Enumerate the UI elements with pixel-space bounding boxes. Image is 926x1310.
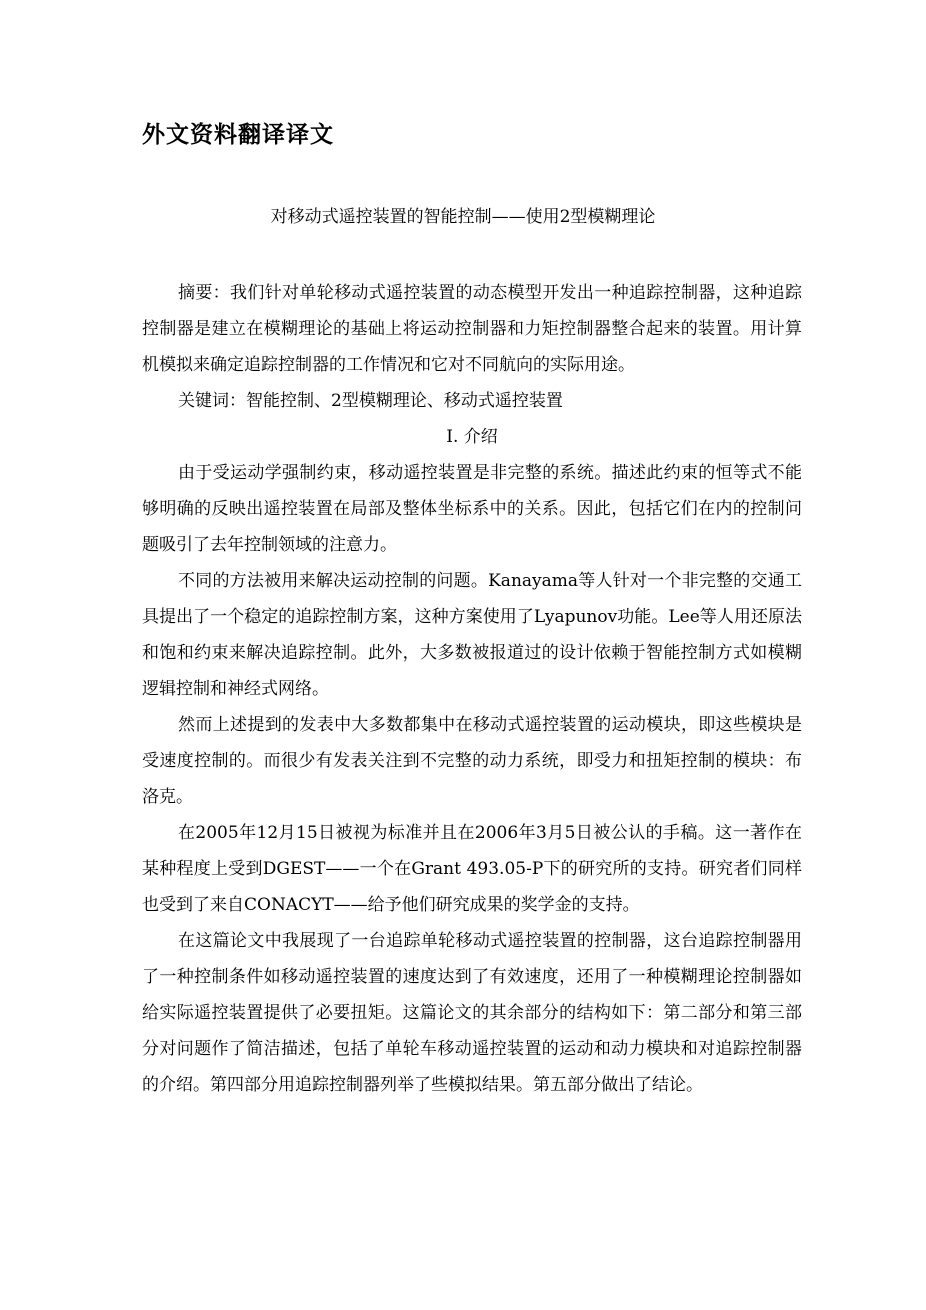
abstract-paragraph: 摘要：我们针对单轮移动式遥控装置的动态模型开发出一种追踪控制器，这种追踪控制器是建立在模糊理论的基础上将运动控制器和力矩控制器整合起来的装置。用计算机模拟来确定追踪控制器的工作情况和它对不同航向的实际用途。	[142, 283, 802, 375]
body-paragraph: 不同的方法被用来解决运动控制的问题。Kanayama等人针对一个非完整的交通工具提出了一个稳定的追踪控制方案，这种方案使用了Lyapunov功能。Lee等人用还原法和饱和约束来解决追踪控制。此外，大多数被报道过的设计依赖于智能控制方式如模糊逻辑控制和神经式网络。	[142, 571, 802, 699]
keywords-line: 关键词：智能控制、2型模糊理论、移动式遥控装置	[178, 391, 563, 411]
body-paragraph: 在2005年12月15日被视为标准并且在2006年3月5日被公认的手稿。这一著作在某种程度上受到DGEST——一个在Grant 493.05-P下的研究所的支持。研究者们同样也受到了来自CONACYT——给予他们研究成果的奖学金的支持。	[142, 823, 802, 915]
body-paragraph: 由于受运动学强制约束，移动遥控装置是非完整的系统。描述此约束的恒等式不能够明确的反映出遥控装置在局部及整体坐标系中的关系。因此，包括它们在内的控制问题吸引了去年控制领域的注意力。	[142, 463, 802, 555]
document-heading: 外文资料翻译译文	[142, 122, 334, 148]
body-paragraph: 然而上述提到的发表中大多数都集中在移动式遥控装置的运动模块，即这些模块是受速度控制的。而很少有发表关注到不完整的动力系统，即受力和扭矩控制的模块：布洛克。	[142, 715, 802, 807]
body-paragraph: 在这篇论文中我展现了一台追踪单轮移动式遥控装置的控制器，这台追踪控制器用了一种控制条件如移动遥控装置的速度达到了有效速度，还用了一种模糊理论控制器如给实际遥控装置提供了必要扭矩。这篇论文的其余部分的结构如下：第二部分和第三部分对问题作了简洁描述，包括了单轮车移动遥控装置的运动和动力模块和对追踪控制器的介绍。第四部分用追踪控制器列举了些模拟结果。第五部分做出了结论。	[142, 931, 802, 1095]
paper-title: 对移动式遥控装置的智能控制——使用2型模糊理论	[270, 207, 656, 227]
section-heading: I. 介绍	[446, 427, 498, 447]
body-text	[142, 275, 802, 1103]
